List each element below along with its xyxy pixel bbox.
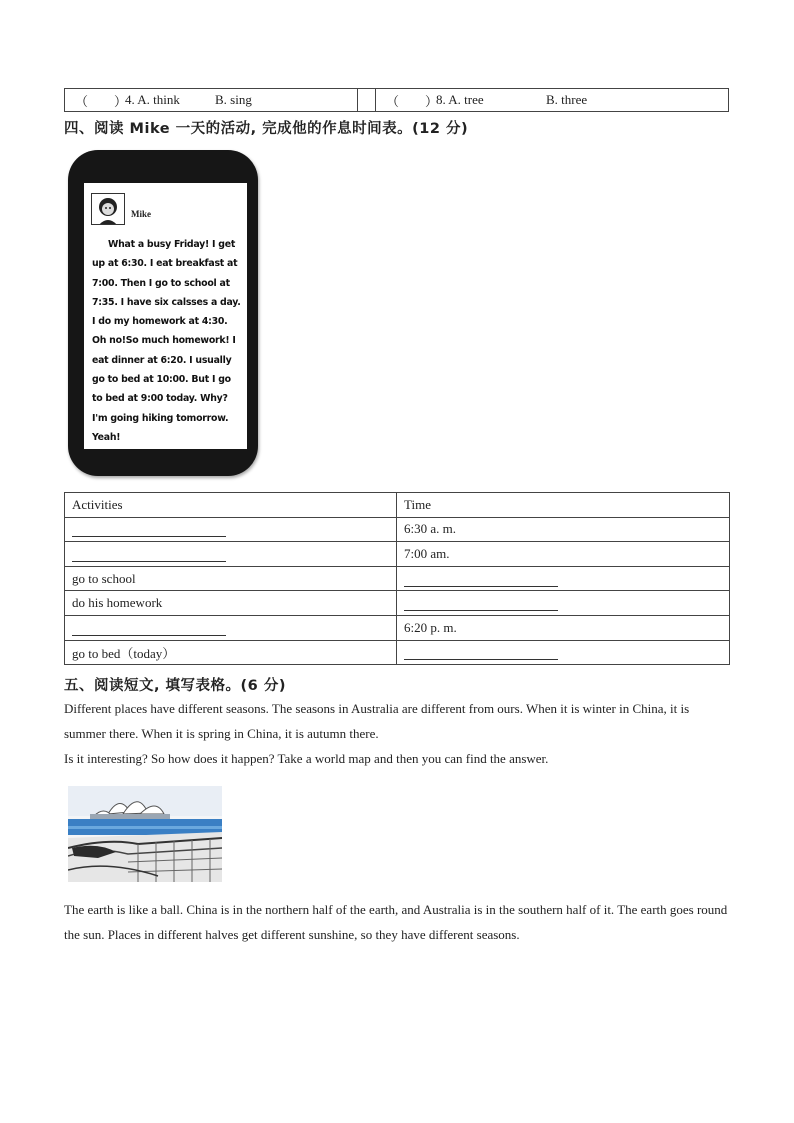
fill-in-blank[interactable] xyxy=(72,621,226,636)
time-cell: 6:30 a. m. xyxy=(397,517,730,542)
table-row xyxy=(65,566,730,591)
table-spacer-cell xyxy=(358,89,376,111)
phone-illustration xyxy=(68,150,258,476)
activity-blank-cell xyxy=(65,542,397,567)
table-row xyxy=(65,640,730,665)
table-row xyxy=(65,542,730,567)
activity-cell: go to school xyxy=(65,566,397,591)
table-row xyxy=(65,615,730,640)
avatar-icon xyxy=(92,194,125,225)
fill-in-blank[interactable] xyxy=(404,645,558,660)
fill-in-blank[interactable] xyxy=(404,572,558,587)
table-header-row xyxy=(65,493,730,518)
passage-paragraph-3: The earth is like a ball. China is in the northern half of the earth, and Australia is in the southern half of it. The earth goes round the sun. Places in different halves get different sunshine, so they have different seasons. xyxy=(64,902,728,942)
activity-cell: do his homework xyxy=(65,591,397,616)
table-row xyxy=(65,591,730,616)
question-4-cell xyxy=(65,89,358,111)
avatar xyxy=(91,193,125,225)
phone-screen xyxy=(84,183,247,449)
time-cell: 6:20 p. m. xyxy=(397,615,730,640)
section-4-heading: 四、阅读 Mike 一天的活动, 完成他的作息时间表。(12 分) xyxy=(64,121,469,137)
section-5-heading: 五、阅读短文, 填写表格。(6 分) xyxy=(64,678,286,694)
activity-blank-cell xyxy=(65,615,397,640)
fill-in-blank[interactable] xyxy=(72,547,226,562)
time-blank-cell xyxy=(397,591,730,616)
schedule-table xyxy=(64,492,730,665)
column-header-activities: Activities xyxy=(65,493,397,518)
activity-cell: go to bed（today） xyxy=(65,640,397,665)
activity-blank-cell xyxy=(65,517,397,542)
table-row xyxy=(65,517,730,542)
opera-house-illustration xyxy=(68,786,222,882)
passage-paragraph-2: Is it interesting? So how does it happen? Take a world map and then you can find the answer. xyxy=(64,751,549,766)
passage-paragraph-1: Different places have different seasons. The seasons in Australia are different from ours. When it is winter in China, it is summer there. When it is spring in China, it is autumn there. xyxy=(64,701,690,741)
fill-in-blank[interactable] xyxy=(404,596,558,611)
time-blank-cell xyxy=(397,566,730,591)
answer-paren[interactable]: （ ） xyxy=(386,93,439,109)
time-blank-cell xyxy=(397,640,730,665)
post-author-name: Mike xyxy=(131,209,151,219)
question-8-cell xyxy=(376,89,728,111)
question-8-option-b: B. three xyxy=(546,92,588,107)
fill-in-blank[interactable] xyxy=(72,522,226,537)
question-4-option-a: 4. A. think xyxy=(125,92,180,107)
answer-paren[interactable]: （ ） xyxy=(75,93,128,109)
time-cell: 7:00 am. xyxy=(397,542,730,567)
opera-house-image xyxy=(68,786,222,882)
question-4-option-b: B. sing xyxy=(215,92,252,107)
column-header-time: Time xyxy=(397,493,730,518)
question-table-row xyxy=(64,88,729,112)
post-text: What a busy Friday! I get up at 6:30. I eat breakfast at 7:00. Then I go to school at 7:35. I have six calsses a day. I do my homework at 4:30. Oh no!So much homework! I eat dinner at 6:20. I usually go to bed at 10:00. But I go to bed at 9:00 today. Why? I'm going hiking tomorrow. Yeah! xyxy=(92,239,241,443)
question-8-option-a: 8. A. tree xyxy=(436,92,484,107)
